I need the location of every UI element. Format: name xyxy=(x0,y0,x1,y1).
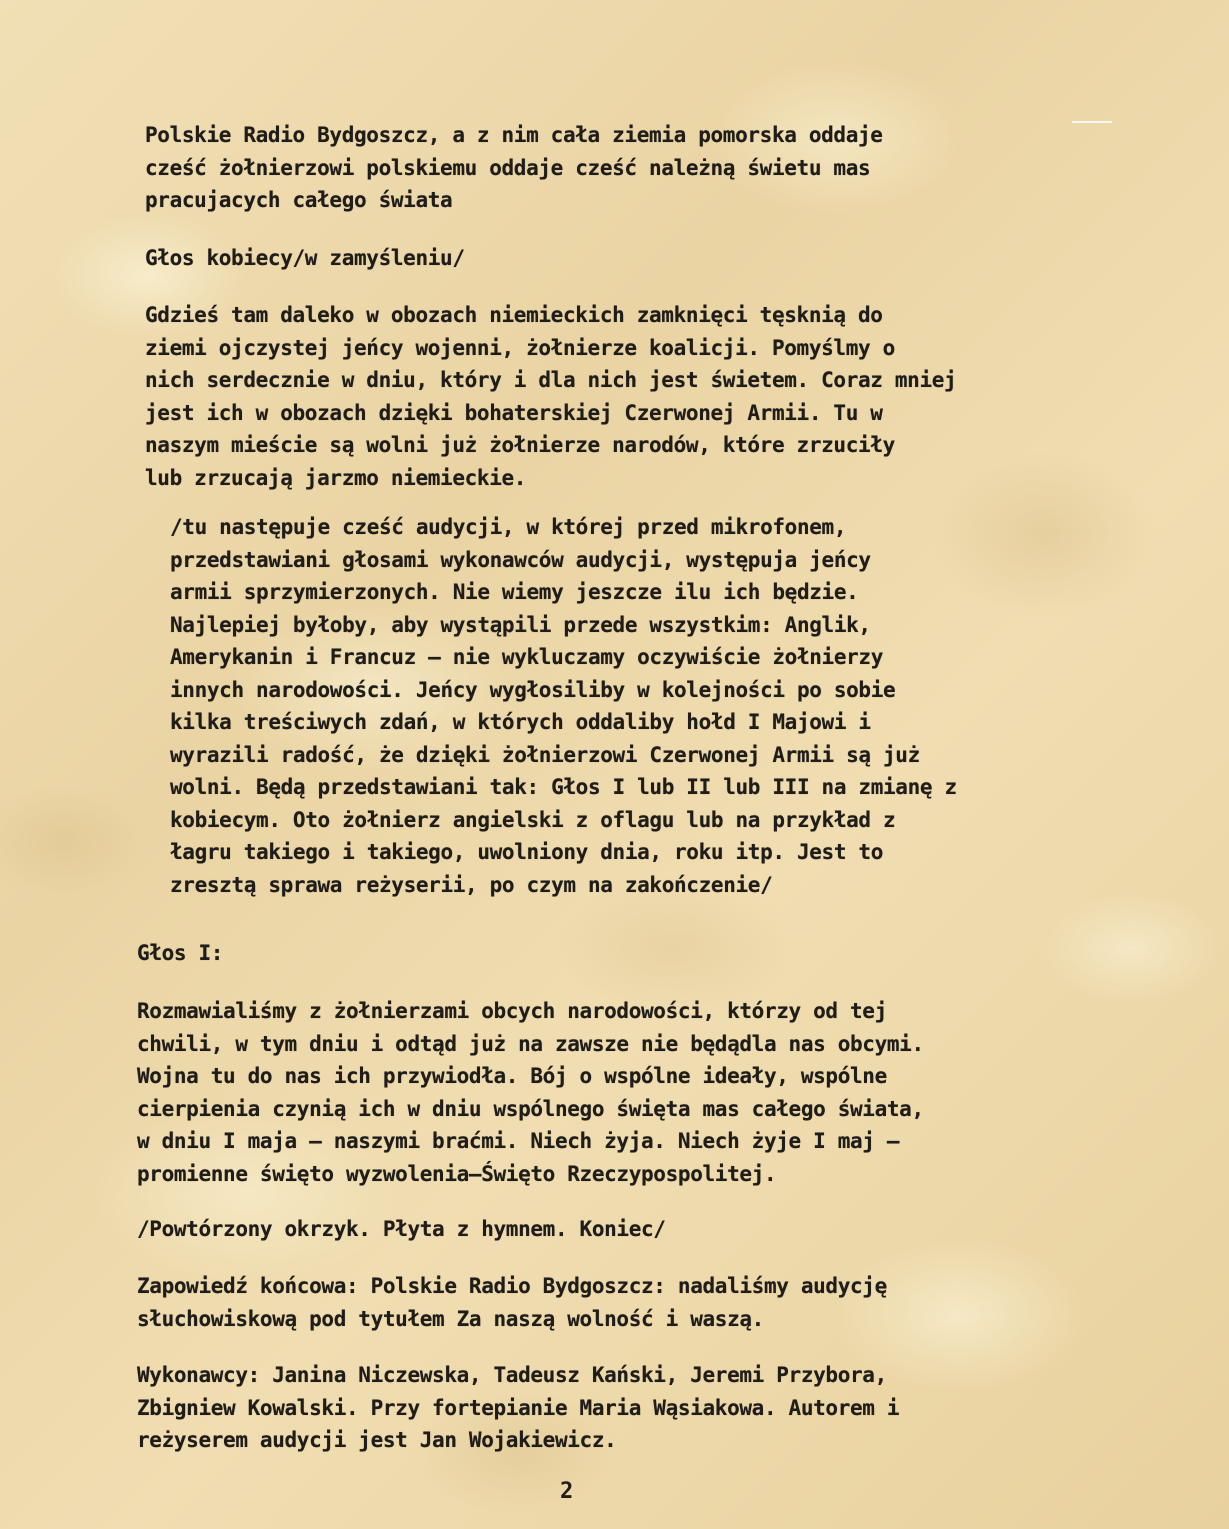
text-line: cześć żołnierzowi polskiemu oddaje cześć należną świetu mas xyxy=(145,155,871,180)
text-line: nich serdecznie w dniu, który i dla nich jest świetem. Coraz mniej xyxy=(145,368,957,392)
text-line: Najlepiej byłoby, aby wystąpili przede wszystkim: Anglik, xyxy=(170,612,871,637)
text-line: kilka treściwych zdań, w których oddaliby hołd I Majowi i xyxy=(170,710,871,734)
paragraph-camps xyxy=(145,299,956,494)
paper-scratch xyxy=(1072,121,1112,123)
text-line: w dniu I maja – naszymi braćmi. Niech żyja. Niech żyje I maj – xyxy=(137,1129,900,1153)
text-line: /Powtórzony okrzyk. Płyta z hymnem. Koniec/ xyxy=(137,1217,666,1241)
text-line: Wojna tu do nas ich przywiodła. Bój o wspólne ideały, wspólne xyxy=(137,1064,887,1088)
text-line: jest ich w obozach dzięki bohaterskiej Czerwonej Armii. Tu w xyxy=(145,400,883,425)
text-line: reżyserem audycji jest Jan Wojakiewicz. xyxy=(137,1428,617,1452)
text-line: lub zrzucają jarzmo niemieckie. xyxy=(145,465,527,490)
paragraph-voice-one xyxy=(137,937,223,970)
text-line: wyrazili radość, że dzięki żołnierzowi Czerwonej Armii są już xyxy=(170,742,920,767)
text-line: zresztą sprawa reżyserii, po czym na zakończenie/ xyxy=(170,872,773,897)
page-number: 2 xyxy=(560,1479,574,1504)
text-line: kobiecym. Oto żołnierz angielski z oflagu lub na przykład z xyxy=(170,807,896,832)
paragraph-conversation xyxy=(137,995,924,1190)
text-line: cierpienia czynią ich w dniu wspólnego święta mas całego świata, xyxy=(137,1096,924,1121)
text-line: innych narodowości. Jeńcy wygłosiliby w kolejności po sobie xyxy=(170,677,896,702)
text-line: Zapowiedź końcowa: Polskie Radio Bydgoszcz: nadaliśmy audycję xyxy=(137,1274,887,1298)
text-line: łagru takiego i takiego, uwolniony dnia, roku itp. Jest to xyxy=(170,840,883,864)
paragraph-intro xyxy=(145,119,883,217)
text-line: pracujacych całego świata xyxy=(145,188,453,212)
paragraph-stage-note xyxy=(170,511,957,901)
paragraph-voice-female xyxy=(145,242,465,275)
paragraph-repeated-shout xyxy=(137,1213,666,1246)
text-line: chwili, w tym dniu i odtąd już na zawsze nie będądla nas obcymi. xyxy=(137,1031,924,1056)
text-line: Rozmawialiśmy z żołnierzami obcych narodowości, którzy od tej xyxy=(137,999,887,1023)
text-line: Amerykanin i Francuz – nie wykluczamy oczywiście żołnierzy xyxy=(170,645,883,669)
text-line: ziemi ojczystej jeńcy wojenni, żołnierze koalicji. Pomyślmy o xyxy=(145,335,895,360)
text-line: naszym mieście są wolni już żołnierze narodów, które zrzuciły xyxy=(145,433,895,457)
text-line: armii sprzymierzonych. Nie wiemy jeszcze ilu ich będzie. xyxy=(170,580,859,604)
paragraph-closing-announcement xyxy=(137,1270,887,1335)
text-line: promienne święto wyzwolenia–Święto Rzeczypospolitej. xyxy=(137,1161,777,1186)
text-line: Głos kobiecy/w zamyśleniu/ xyxy=(145,246,465,270)
text-line: wolni. Będą przedstawiani tak: Głos I lub II lub III na zmianę z xyxy=(170,775,957,799)
text-line: Polskie Radio Bydgoszcz, a z nim cała ziemia pomorska oddaje xyxy=(145,123,883,147)
text-line: Zbigniew Kowalski. Przy fortepianie Maria Wąsiakowa. Autorem i xyxy=(137,1395,900,1420)
text-line: Gdzieś tam daleko w obozach niemieckich zamknięci tęsknią do xyxy=(145,303,883,327)
text-line: /tu następuje cześć audycji, w której przed mikrofonem, xyxy=(170,515,847,539)
paragraph-performers xyxy=(137,1359,899,1457)
text-line: przedstawiani głosami wykonawców audycji, występuja jeńcy xyxy=(170,547,871,572)
text-line: słuchowiskową pod tytułem Za naszą wolność i waszą. xyxy=(137,1306,764,1331)
text-line: Wykonawcy: Janina Niczewska, Tadeusz Kański, Jeremi Przybora, xyxy=(137,1363,887,1387)
text-line: Głos I: xyxy=(137,941,224,965)
